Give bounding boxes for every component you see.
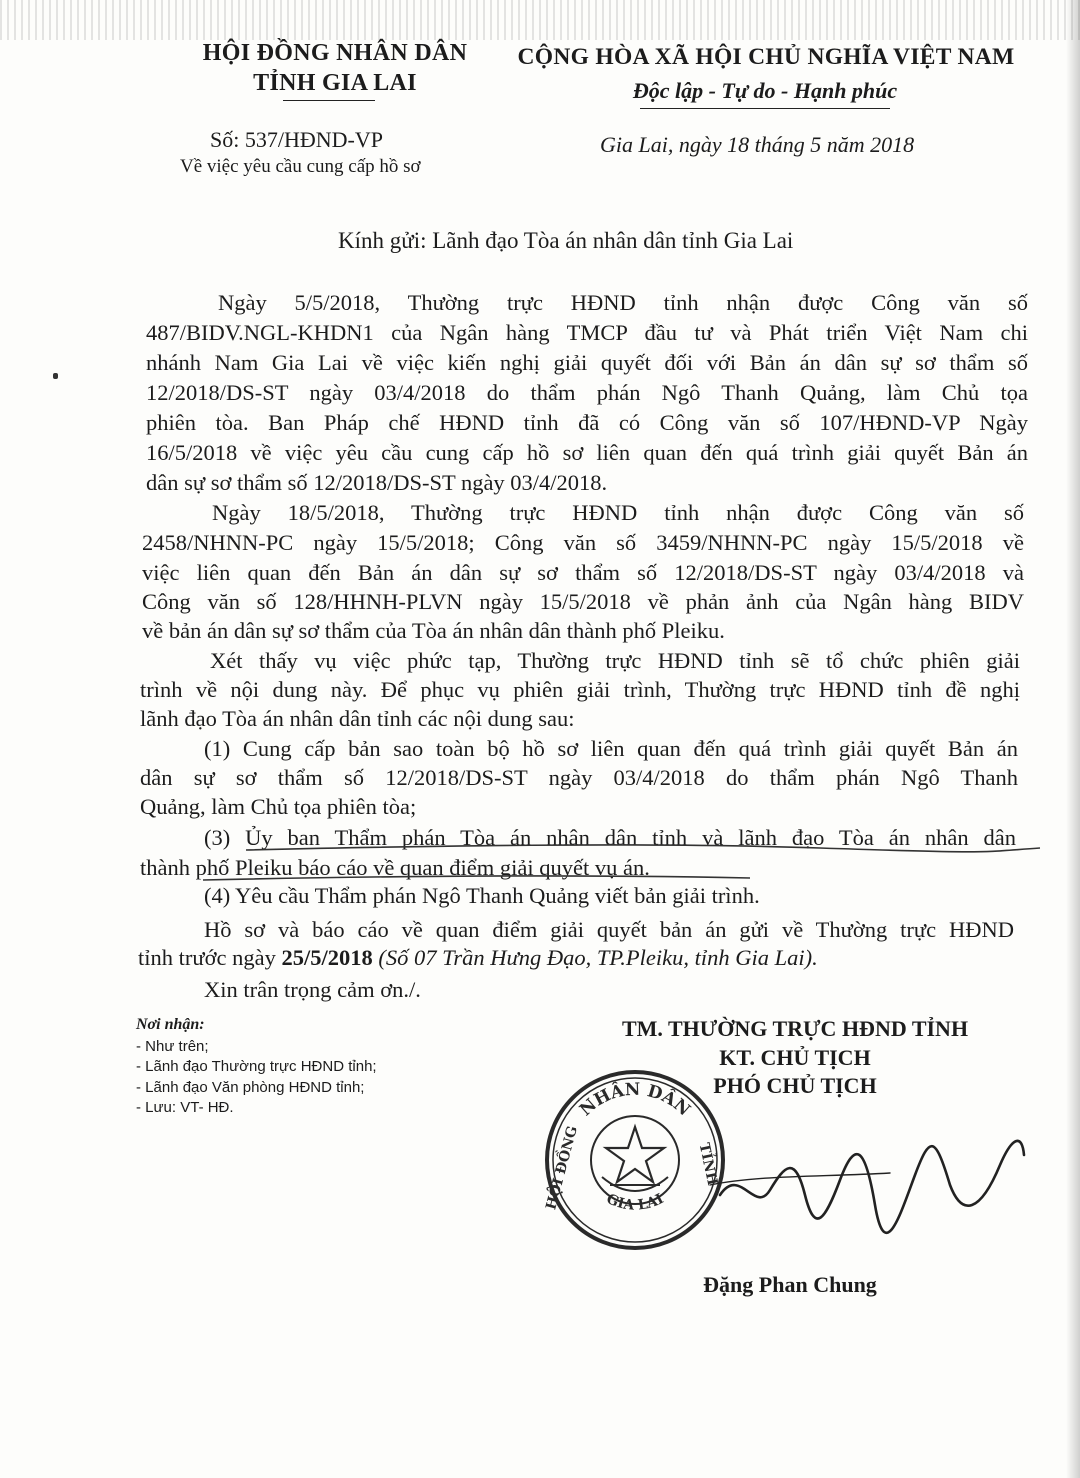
- paragraph-line: Quảng, làm Chủ tọa phiên tòa;: [140, 794, 417, 819]
- paragraph-line: Xét thấy vụ việc phức tạp, Thường trực HĐND tỉnh sẽ tổ chức phiên giải: [210, 648, 1020, 673]
- document-subject: Về việc yêu cầu cung cấp hồ sơ: [180, 156, 421, 177]
- place-date: Gia Lai, ngày 18 tháng 5 năm 2018: [600, 132, 915, 157]
- paragraph-line: lãnh đạo Tòa án nhân dân tỉnh các nội dung sau:: [140, 706, 575, 731]
- signature-title: PHÓ CHỦ TỊCH: [713, 1073, 877, 1098]
- seal-text-bottom: GIA LAI: [603, 1190, 667, 1214]
- paragraph-line: Hồ sơ và báo cáo về quan điểm giải quyết bản án gửi về Thường trực HĐND: [204, 917, 1014, 942]
- paragraph-line: dân sự sơ thẩm số 12/2018/DS-ST ngày 03/4/2018.: [146, 470, 608, 495]
- signature-role: KT. CHỦ TỊCH: [719, 1045, 871, 1070]
- paragraph-line: trình về nội dung này. Để phục vụ phiên giải trình, Thường trực HĐND tỉnh đề nghị: [140, 677, 1020, 702]
- org-name-line1: HỘI ĐỒNG NHÂN DÂN: [202, 40, 468, 66]
- seal-inner-ring: [553, 1078, 717, 1242]
- paragraph-line: về bản án dân sự sơ thẩm của Tòa án nhân dân thành phố Pleiku.: [142, 618, 725, 643]
- paragraph-line: 487/BIDV.NGL-KHDN1 của Ngân hàng TMCP đầu tư và Phát triển Việt Nam chi: [146, 320, 1028, 345]
- deadline-prefix: tỉnh trước ngày: [138, 945, 282, 970]
- paragraph-line: Ngày 5/5/2018, Thường trực HĐND tỉnh nhận được Công văn số: [218, 290, 1028, 315]
- deadline-date: 25/5/2018: [281, 945, 373, 970]
- national-motto: Độc lập - Tự do - Hạnh phúc: [632, 78, 898, 103]
- handwritten-signature: [700, 1125, 1030, 1235]
- paragraph-line: thành phố Pleiku báo cáo về quan điểm giải quyết vụ án.: [140, 855, 650, 880]
- star-icon: [606, 1127, 664, 1182]
- paragraph-line: dân sự sơ thẩm số 12/2018/DS-ST ngày 03/4/2018 do thẩm phán Ngô Thanh: [140, 765, 1018, 790]
- org-name-line2: TỈNH GIA LAI: [253, 70, 417, 96]
- recipient-item: - Lưu: VT- HĐ.: [136, 1099, 234, 1116]
- recipient-item: - Lãnh đạo Văn phòng HĐND tỉnh;: [136, 1079, 365, 1096]
- seal-text-top: NHÂN DÂN: [576, 1079, 694, 1121]
- seal-text-right: TỈNH: [695, 1141, 721, 1187]
- paragraph-line: (3) Ủy ban Thẩm phán Tòa án nhân dân tỉnh và lãnh đạo Tòa án nhân dân: [204, 825, 1016, 850]
- paragraph-line: nhánh Nam Gia Lai về việc kiến nghị giải quyết đối với Bản án dân sự sơ thẩm số: [146, 350, 1028, 375]
- paragraph-line: Ngày 18/5/2018, Thường trực HĐND tỉnh nhận được Công văn số: [212, 500, 1024, 525]
- recipient-item: - Như trên;: [136, 1038, 209, 1055]
- paragraph-line: (1) Cung cấp bản sao toàn bộ hồ sơ liên quan đến quá trình giải quyết Bản án: [204, 736, 1018, 761]
- national-title: CỘNG HÒA XÃ HỘI CHỦ NGHĨA VIỆT NAM: [517, 44, 1015, 70]
- paragraph-line: Công văn số 128/HHNH-PLVN ngày 15/5/2018 về phản ảnh của Ngân hàng BIDV: [142, 589, 1024, 614]
- closing-line: Xin trân trọng cảm ơn./.: [204, 977, 421, 1002]
- paragraph-line: việc liên quan đến Bản án dân sự sơ thẩm số 12/2018/DS-ST ngày 03/4/2018 và: [142, 560, 1024, 585]
- signer-name: Đặng Phan Chung: [703, 1272, 877, 1297]
- recipients-title: Nơi nhận:: [136, 1016, 205, 1033]
- seal-text-left: HỘI ĐỒNG: [543, 1124, 581, 1212]
- paragraph-line: 2458/NHNN-PC ngày 15/5/2018; Công văn số 3459/NHNN-PC ngày 15/5/2018 về: [142, 530, 1024, 555]
- deadline-address: (Số 07 Trần Hưng Đạo, TP.Pleiku, tỉnh Gia Lai).: [372, 945, 818, 970]
- addressee: Kính gửi: Lãnh đạo Tòa án nhân dân tỉnh Gia Lai: [338, 228, 794, 253]
- paragraph-line: 12/2018/DS-ST ngày 03/4/2018 do thẩm phán Ngô Thanh Quảng, làm Chủ tọa: [146, 380, 1028, 405]
- paragraph-line: [138, 945, 818, 971]
- paragraph-line: (4) Yêu cầu Thẩm phán Ngô Thanh Quảng viết bản giải trình.: [204, 883, 760, 908]
- paragraph-line: phiên tòa. Ban Pháp chế HĐND tỉnh đã có Công văn số 107/HĐND-VP Ngày: [146, 410, 1028, 435]
- document-number: Số: 537/HĐND-VP: [210, 127, 383, 152]
- recipient-item: - Lãnh đạo Thường trực HĐND tỉnh;: [136, 1058, 377, 1075]
- scan-speck: [53, 373, 58, 379]
- paragraph-line: 16/5/2018 về việc yêu cầu cung cấp hồ sơ liên quan đến quá trình giải quyết Bản án: [146, 440, 1028, 465]
- signature-authority: TM. THƯỜNG TRỰC HĐND TỈNH: [621, 1016, 969, 1041]
